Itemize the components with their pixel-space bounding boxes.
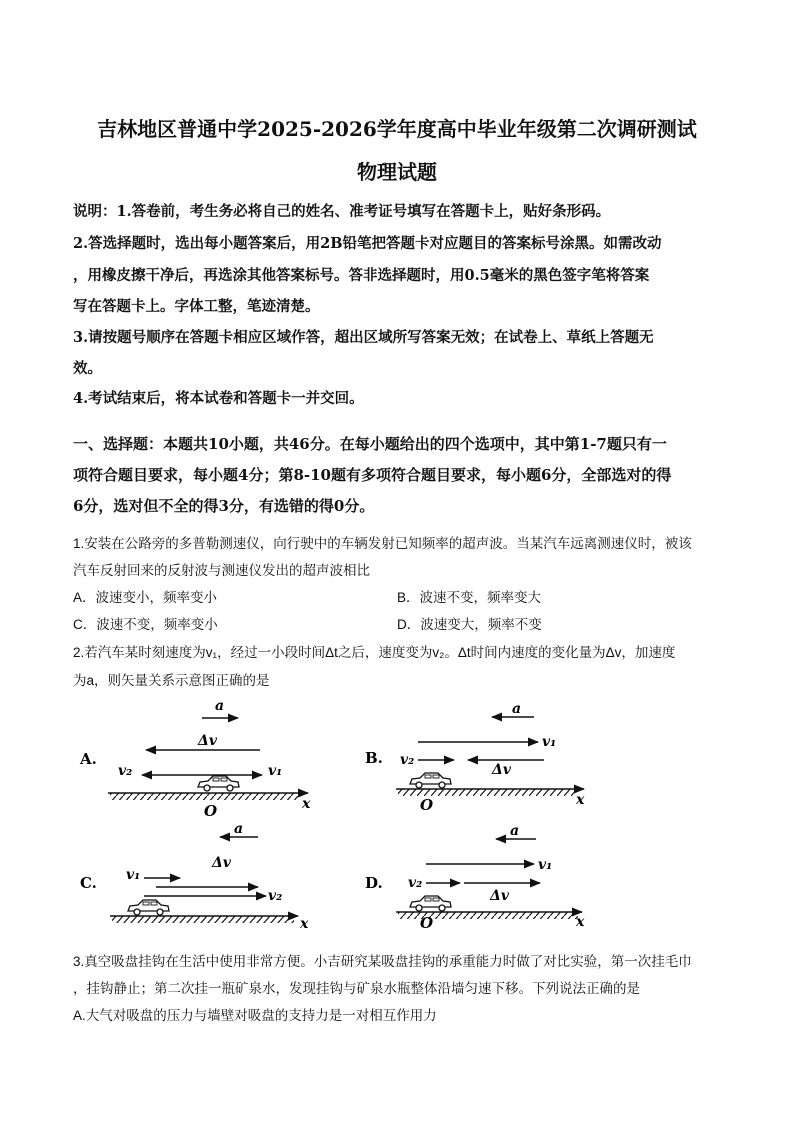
question-stem: 为a，则矢量关系示意图正确的是 xyxy=(73,673,270,688)
diagram-a-label: A. xyxy=(80,750,97,768)
car-icon xyxy=(198,776,239,791)
diagram-b[interactable] xyxy=(365,701,585,814)
option-a[interactable]: A．波速变小，频率变小 xyxy=(73,590,218,605)
question-stem: ，挂钩静止；第二次挂一瓶矿泉水，发现挂钩与矿泉水瓶整体沿墙匀速下移。下列说法正确的是 xyxy=(73,981,640,996)
delta-v-label: Δv xyxy=(212,855,231,871)
v2-label: v₂ xyxy=(408,875,423,891)
car-icon xyxy=(410,896,451,911)
diagram-d[interactable] xyxy=(365,823,585,932)
car-icon xyxy=(128,900,169,915)
diagram-a[interactable] xyxy=(79,698,311,820)
origin-label: O xyxy=(204,802,218,820)
v2-label: v₂ xyxy=(400,752,415,768)
question-stem: 3.真空吸盘挂钩在生活中使用非常方便。小吉研究某吸盘挂钩的承重能力时做了对比实验，第一次挂毛巾 xyxy=(73,954,692,969)
x-axis-label: x xyxy=(302,796,311,812)
ground-hatch xyxy=(110,793,300,800)
option-b[interactable]: B．波速不变，频率变大 xyxy=(397,590,542,605)
question-stem: 汽车反射回来的反射波与测速仪发出的超声波相比 xyxy=(73,563,370,578)
instruction-line: 3.请按题号顺序在答题卡相应区域作答，超出区域所写答案无效；在试卷上、草纸上答题无 xyxy=(73,329,654,346)
option-a[interactable]: A.大气对吸盘的压力与墙壁对吸盘的支持力是一对相互作用力 xyxy=(73,1008,437,1023)
delta-v-label: Δv xyxy=(492,762,511,778)
acceleration-label: a xyxy=(510,823,520,839)
option-c[interactable]: C．波速不变，频率变小 xyxy=(73,617,218,632)
instruction-line: 4.考试结束后，将本试卷和答题卡一并交回。 xyxy=(73,390,364,407)
x-axis-label: x xyxy=(300,916,309,932)
option-d[interactable]: D．波速变大，频率不变 xyxy=(397,617,542,632)
instruction-line: 效。 xyxy=(73,360,102,377)
delta-v-label: Δv xyxy=(198,733,217,749)
v2-label: v₂ xyxy=(268,888,283,904)
origin-label: O xyxy=(420,796,434,814)
exam-subtitle: 物理试题 xyxy=(357,160,437,184)
question-stem: 2.若汽车某时刻速度为v₁，经过一小段时间Δt之后，速度变为v₂。Δt时间内速度的变化量为Δv，加速度 xyxy=(73,645,676,660)
section-line: 6分，选对但不全的得3分，有选错的得0分。 xyxy=(73,497,375,515)
v1-label: v₁ xyxy=(268,763,283,779)
v1-label: v₁ xyxy=(542,734,557,750)
acceleration-label: a xyxy=(234,821,244,837)
exam-title: 吉林地区普通中学2025-2026学年度高中毕业年级第二次调研测试 xyxy=(97,117,697,141)
section-line: 一、选择题：本题共10小题，共46分。在每小题给出的四个选项中，其中第1-7题只有一 xyxy=(73,435,667,453)
diagram-b-label: B. xyxy=(365,749,383,767)
diagram-d-label: D. xyxy=(365,874,383,892)
ground-hatch xyxy=(112,916,294,923)
instruction-line: ，用橡皮擦干净后，再选涂其他答案标号。答非选择题时，用0.5毫米的黑色签字笔将答案 xyxy=(73,267,650,284)
delta-v-label: Δv xyxy=(490,888,509,904)
question-stem: 1.安装在公路旁的多普勒测速仪，向行驶中的车辆发射已知频率的超声波。当某汽车远离测速仪时，被该 xyxy=(73,536,692,551)
v2-label: v₂ xyxy=(118,763,133,779)
v1-label: v₁ xyxy=(126,867,141,883)
v1-label: v₁ xyxy=(538,857,553,873)
x-axis-label: x xyxy=(576,792,585,808)
x-axis-label: x xyxy=(576,914,585,930)
instruction-line: 说明：1.答卷前，考生务必将自己的姓名、准考证号填写在答题卡上，贴好条形码。 xyxy=(73,203,611,220)
acceleration-label: a xyxy=(215,698,225,714)
acceleration-label: a xyxy=(512,701,522,717)
vector-diagram-figure xyxy=(60,692,740,932)
diagram-c-label: C. xyxy=(80,874,97,892)
origin-label: O xyxy=(420,914,434,932)
section-line: 项符合题目要求，每小题4分；第8-10题有多项符合题目要求，每小题6分，全部选对的得 xyxy=(73,466,672,484)
diagram-c[interactable] xyxy=(80,821,309,932)
car-icon xyxy=(410,773,451,788)
instruction-line: 2.答选择题时，选出每小题答案后，用2B铅笔把答题卡对应题目的答案标号涂黑。如需改动 xyxy=(73,235,662,252)
ground-hatch xyxy=(398,789,578,796)
instruction-line: 写在答题卡上。字体工整，笔迹清楚。 xyxy=(73,298,320,315)
